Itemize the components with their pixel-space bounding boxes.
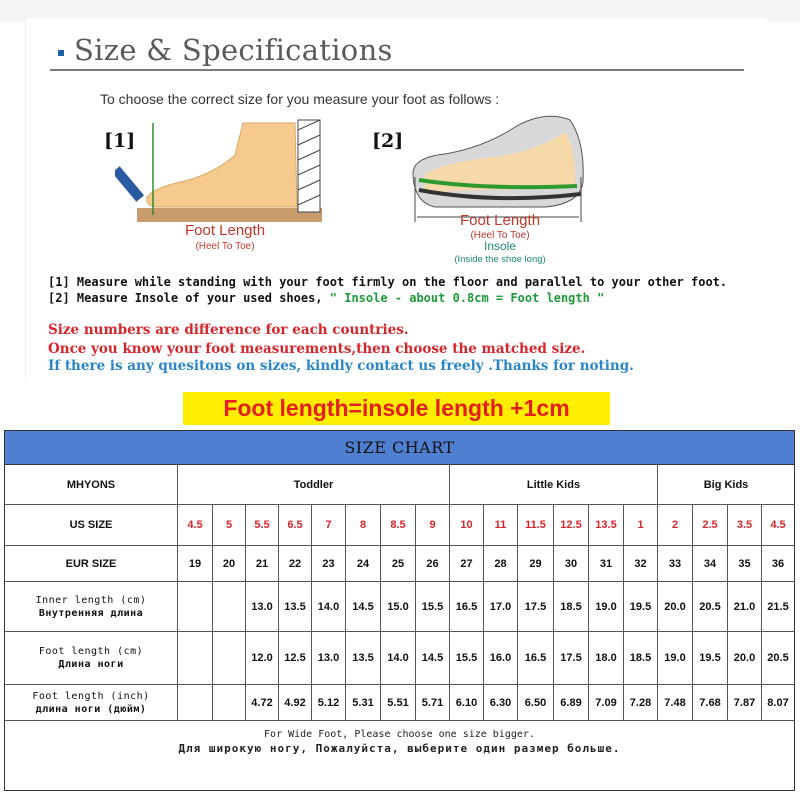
foot-length-cm-cell: 18.0 xyxy=(588,632,623,684)
figure-2-caption: Foot Length xyxy=(459,212,541,229)
inner-length-cell: 20.5 xyxy=(692,582,727,631)
inner-length-row xyxy=(5,582,794,632)
foot-length-inch-cell: 5.71 xyxy=(415,685,449,720)
inner-length-label-en: Inner length (cm) xyxy=(35,594,147,606)
us-size-cell: 13.5 xyxy=(588,505,623,545)
contact-note: If there is any quesitons on sizes, kindly contact us freely .Thanks for noting. xyxy=(48,358,634,374)
us-size-cell: 12.5 xyxy=(553,505,588,545)
wide-foot-note xyxy=(5,721,794,791)
size-chart-table xyxy=(4,430,795,791)
foot-measure-illustration xyxy=(115,115,330,260)
eur-size-cell: 23 xyxy=(311,546,345,581)
foot-length-cm-cell: 19.5 xyxy=(692,632,727,684)
foot-length-cm-cell: 20.5 xyxy=(761,632,794,684)
insole-subcaption: (Inside the shoe long) xyxy=(454,254,546,265)
foot-length-inch-cell xyxy=(177,685,212,720)
eur-size-cell: 19 xyxy=(177,546,212,581)
foot-length-inch-label-ru: длина ноги (дюйм) xyxy=(35,703,147,715)
inner-length-cell: 18.5 xyxy=(553,582,588,631)
eur-size-row xyxy=(5,546,794,582)
foot-length-inch-cell: 4.72 xyxy=(245,685,278,720)
floor xyxy=(137,208,322,222)
foot-length-cm-label-en: Foot length (cm) xyxy=(38,646,144,657)
foot-length-cm-cell: 12.0 xyxy=(245,632,278,684)
inner-length-cell: 20.0 xyxy=(657,582,692,631)
size-chart-title: SIZE CHART xyxy=(344,438,455,457)
us-size-cell: 10 xyxy=(449,505,483,545)
inner-length-cell: 14.5 xyxy=(345,582,380,631)
us-size-cell: 11 xyxy=(483,505,517,545)
foot-length-inch-label xyxy=(5,685,177,720)
us-size-cell: 6.5 xyxy=(278,505,311,545)
inner-length-cell: 21.5 xyxy=(761,582,794,631)
size-difference-note: Size numbers are difference for each countries. xyxy=(48,322,409,338)
us-size-row xyxy=(5,505,794,546)
us-size-cell: 7 xyxy=(311,505,345,545)
eur-size-cell: 25 xyxy=(380,546,415,581)
inner-length-cell xyxy=(177,582,212,631)
inner-length-cell: 19.5 xyxy=(623,582,657,631)
foot-length-cm-cell xyxy=(212,632,245,684)
eur-size-cell: 35 xyxy=(727,546,761,581)
foot-length-inch-row xyxy=(5,685,794,721)
measure-note-1: [1] Measure while standing with your foot firmly on the floor and parallel to your other foot. xyxy=(48,275,728,289)
inner-length-cell: 19.0 xyxy=(588,582,623,631)
us-size-cell: 11.5 xyxy=(517,505,553,545)
foot-length-cm-label xyxy=(5,632,177,684)
foot-length-inch-cell: 7.48 xyxy=(657,685,692,720)
foot-length-inch-cell: 4.92 xyxy=(278,685,311,720)
title-divider xyxy=(50,69,744,71)
foot-length-inch-cell: 6.10 xyxy=(449,685,483,720)
eur-size-cell: 21 xyxy=(245,546,278,581)
foot-length-inch-label-en: Foot length (inch) xyxy=(32,690,150,702)
figure-2-subcaption: (Heel To Toe) xyxy=(470,230,530,241)
banner-text: Foot length=insole length +1cm xyxy=(223,395,570,421)
foot-length-cm-cell xyxy=(177,632,212,684)
foot-length-inch-cell: 6.50 xyxy=(517,685,553,720)
eur-size-cell: 28 xyxy=(483,546,517,581)
foot-length-cm-cell: 20.0 xyxy=(727,632,761,684)
ruler-pen xyxy=(115,166,144,202)
foot-length-cm-cell: 17.5 xyxy=(553,632,588,684)
matched-size-note: Once you know your foot measurements,then choose the matched size. xyxy=(48,341,586,357)
insole-caption: Insole xyxy=(483,239,517,253)
eur-size-cell: 26 xyxy=(415,546,449,581)
measure-note-2 xyxy=(48,291,604,305)
foot-length-inch-cell: 5.12 xyxy=(311,685,345,720)
inner-length-cell: 15.5 xyxy=(415,582,449,631)
foot-shape xyxy=(147,123,297,207)
eur-size-cell: 36 xyxy=(761,546,794,581)
foot-length-banner xyxy=(183,392,610,425)
foot-length-cm-cell: 13.0 xyxy=(311,632,345,684)
us-size-cell: 8.5 xyxy=(380,505,415,545)
us-size-cell: 1 xyxy=(623,505,657,545)
foot-length-cm-label-ru: Длина ноги xyxy=(58,659,124,670)
foot-length-cm-cell: 12.5 xyxy=(278,632,311,684)
foot-length-cm-cell: 14.0 xyxy=(380,632,415,684)
inner-length-cell: 15.0 xyxy=(380,582,415,631)
us-size-cell: 8 xyxy=(345,505,380,545)
inner-length-cell: 17.0 xyxy=(483,582,517,631)
us-size-cell: 4.5 xyxy=(761,505,794,545)
instruction-text: To choose the correct size for you measure your foot as follows : xyxy=(100,91,500,107)
foot-length-inch-cell xyxy=(212,685,245,720)
eur-size-cell: 33 xyxy=(657,546,692,581)
insole-formula: " Insole - about 0.8cm = Foot length " xyxy=(329,291,605,305)
eur-size-cell: 29 xyxy=(517,546,553,581)
wide-foot-note-en: For Wide Foot, Please choose one size bigger. xyxy=(264,729,535,740)
figure-1-label: [1] xyxy=(104,130,136,152)
foot-length-inch-cell: 7.68 xyxy=(692,685,727,720)
eur-size-cell: 20 xyxy=(212,546,245,581)
eur-size-cell: 31 xyxy=(588,546,623,581)
inner-length-cell: 16.5 xyxy=(449,582,483,631)
wide-foot-note-ru: Для широкую ногу, Пожалуйста, выберите один размер больше. xyxy=(178,742,621,755)
foot-length-inch-cell: 7.28 xyxy=(623,685,657,720)
foot-length-inch-cell: 8.07 xyxy=(761,685,794,720)
foot-length-cm-cell: 14.5 xyxy=(415,632,449,684)
figure-1-subcaption: (Heel To Toe) xyxy=(195,241,255,252)
group-toddler: Toddler xyxy=(177,465,449,504)
eur-size-cell: 22 xyxy=(278,546,311,581)
figure-2-label: [2] xyxy=(372,130,404,152)
foot-length-cm-cell: 18.5 xyxy=(623,632,657,684)
us-size-label: US SIZE xyxy=(69,519,113,531)
eur-size-cell: 27 xyxy=(449,546,483,581)
eur-size-cell: 32 xyxy=(623,546,657,581)
eur-size-label: EUR SIZE xyxy=(65,557,117,570)
inner-length-cell: 13.0 xyxy=(245,582,278,631)
figure-1-caption: Foot Length xyxy=(184,222,266,239)
eur-size-cell: 34 xyxy=(692,546,727,581)
inner-length-label xyxy=(5,582,177,631)
foot-length-cm-cell: 16.5 xyxy=(517,632,553,684)
inner-length-cell: 13.5 xyxy=(278,582,311,631)
us-size-cell: 3.5 xyxy=(727,505,761,545)
foot-length-cm-row xyxy=(5,632,794,685)
us-size-cell: 2 xyxy=(657,505,692,545)
foot-length-cm-cell: 16.0 xyxy=(483,632,517,684)
insole-measure-illustration xyxy=(405,112,605,267)
foot-length-inch-cell: 6.30 xyxy=(483,685,517,720)
foot-length-inch-cell: 5.51 xyxy=(380,685,415,720)
group-little-kids: Little Kids xyxy=(449,465,657,504)
us-size-cell: 5.5 xyxy=(245,505,278,545)
title-bullet-icon xyxy=(58,50,64,56)
us-size-cell: 5 xyxy=(212,505,245,545)
foot-length-inch-cell: 7.87 xyxy=(727,685,761,720)
foot-length-inch-cell: 5.31 xyxy=(345,685,380,720)
size-chart-header xyxy=(5,431,794,465)
inner-length-cell xyxy=(212,582,245,631)
foot-length-cm-cell: 19.0 xyxy=(657,632,692,684)
eur-size-cell: 30 xyxy=(553,546,588,581)
title-text: Size & Specifications xyxy=(74,33,393,67)
inner-length-cell: 17.5 xyxy=(517,582,553,631)
measure-note-2-text: [2] Measure Insole of your used shoes, xyxy=(48,291,330,305)
page-title xyxy=(58,30,393,70)
foot-length-cm-cell: 15.5 xyxy=(449,632,483,684)
foot-length-cm-cell: 13.5 xyxy=(345,632,380,684)
brand-cell: MHYONS xyxy=(66,478,116,491)
inner-length-label-ru: Внутренняя длина xyxy=(38,607,144,619)
us-size-cell: 9 xyxy=(415,505,449,545)
us-size-cell: 2.5 xyxy=(692,505,727,545)
foot-length-inch-cell: 7.09 xyxy=(588,685,623,720)
us-size-cell: 4.5 xyxy=(177,505,212,545)
inner-length-cell: 14.0 xyxy=(311,582,345,631)
inner-length-cell: 21.0 xyxy=(727,582,761,631)
foot-length-inch-cell: 6.89 xyxy=(553,685,588,720)
group-row xyxy=(5,465,794,505)
group-big-kids: Big Kids xyxy=(657,465,794,504)
eur-size-cell: 24 xyxy=(345,546,380,581)
